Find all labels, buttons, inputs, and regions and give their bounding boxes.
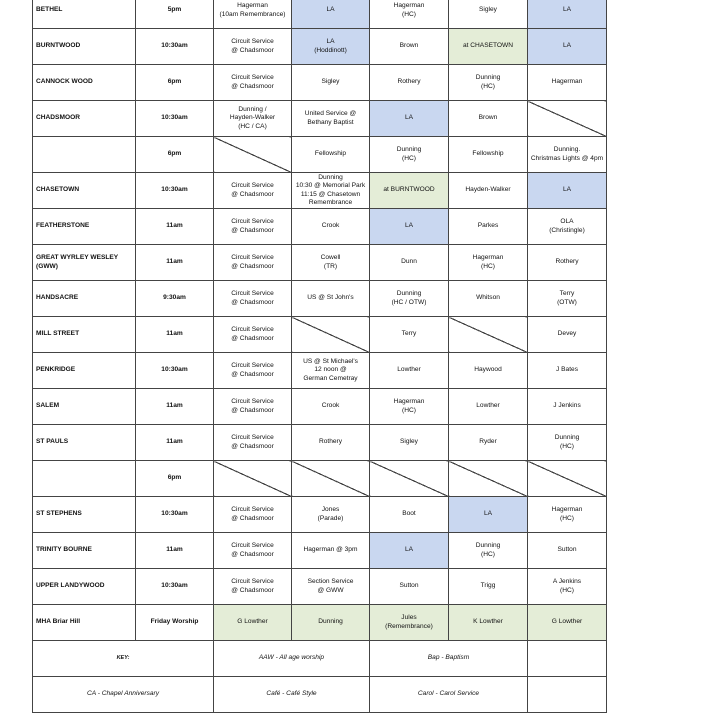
service-cell-text: Rothery	[318, 438, 343, 446]
service-cell-text: J Bates	[556, 366, 578, 374]
service-cell	[292, 281, 370, 317]
service-cell	[528, 425, 607, 461]
service-cell	[449, 173, 528, 209]
church-name	[33, 425, 136, 461]
no-service-cell	[528, 461, 607, 497]
church-name-text: BURNTWOOD	[36, 42, 81, 50]
table-row-st-pauls	[33, 425, 607, 461]
service-cell-text: Circuit Service @ Chadsmoor	[231, 290, 274, 306]
service-cell-text: Lowther	[476, 402, 500, 410]
service-cell	[370, 389, 449, 425]
service-cell	[528, 497, 607, 533]
service-cell-text: US @ St John's	[307, 294, 354, 302]
no-service-cell	[214, 137, 292, 173]
service-time: 11am	[136, 425, 214, 461]
service-cell-text: Rothery	[555, 258, 579, 266]
church-name-text: CANNOCK WOOD	[36, 78, 93, 86]
service-cell	[528, 245, 607, 281]
service-cell	[449, 65, 528, 101]
service-time: 6pm	[136, 65, 214, 101]
service-cell-text: Circuit Service @ Chadsmoor	[231, 218, 274, 234]
service-cell-text: Dunn	[401, 258, 417, 266]
service-cell	[449, 425, 528, 461]
service-cell-text: Dunning (HC)	[475, 542, 501, 558]
service-cell	[370, 497, 449, 533]
church-name	[33, 533, 136, 569]
service-cell	[370, 533, 449, 569]
service-cell	[292, 605, 370, 641]
service-cell	[214, 605, 292, 641]
service-cell-text: Circuit Service @ Chadsmoor	[231, 398, 274, 414]
church-name-text: TRINITY BOURNE	[36, 546, 92, 554]
service-cell-text: Hagerman (HC)	[393, 398, 425, 414]
service-cell	[292, 425, 370, 461]
service-cell	[370, 245, 449, 281]
service-cell	[292, 497, 370, 533]
service-cell	[528, 605, 607, 641]
service-cell	[449, 101, 528, 137]
service-cell	[449, 569, 528, 605]
service-cell	[449, 245, 528, 281]
church-name	[33, 173, 136, 209]
service-cell-text: Sutton	[399, 582, 419, 590]
service-cell	[214, 317, 292, 353]
service-cell-text: Dunning 10:30 @ Memorial Park 11:15 @ Chasetown Remembrance	[295, 174, 366, 206]
service-cell	[214, 0, 292, 29]
service-cell	[370, 65, 449, 101]
service-time: 11am	[136, 209, 214, 245]
service-cell	[214, 209, 292, 245]
service-time: 6pm	[136, 137, 214, 173]
table-row-great-wyrley-wesley	[33, 245, 607, 281]
service-cell-text: G Lowther	[237, 618, 268, 626]
key-row	[33, 641, 607, 677]
service-cell-text: Circuit Service @ Chadsmoor	[231, 542, 274, 558]
service-cell-text: Whitson	[476, 294, 500, 302]
service-cell	[449, 389, 528, 425]
church-name-text: MILL STREET	[36, 330, 80, 338]
service-cell-text: Circuit Service @ Chadsmoor	[231, 254, 274, 270]
service-cell-text: LA	[562, 6, 572, 14]
service-cell-text: Dunning	[318, 618, 343, 626]
church-name	[33, 0, 136, 29]
service-cell-text: Section Service @ GWW	[307, 578, 354, 594]
service-cell	[370, 209, 449, 245]
service-cell-text: LA	[483, 510, 493, 518]
service-cell	[528, 173, 607, 209]
service-cell	[528, 569, 607, 605]
table-row-mill-street	[33, 317, 607, 353]
service-cell-text: LA	[404, 546, 414, 554]
service-cell-text: Trigg	[480, 582, 496, 590]
service-cell-text: Hagerman	[551, 78, 583, 86]
service-cell	[449, 353, 528, 389]
church-name	[33, 389, 136, 425]
table-row-bethel	[33, 0, 607, 29]
church-name	[33, 353, 136, 389]
church-name	[33, 137, 136, 173]
service-cell	[528, 317, 607, 353]
table-row-cannock-wood	[33, 65, 607, 101]
key-item: Café - Café Style	[214, 677, 370, 713]
church-name-text: SALEM	[36, 402, 60, 410]
church-name-text: ST STEPHENS	[36, 510, 82, 518]
service-cell	[292, 173, 370, 209]
service-cell-text: Hagerman (HC)	[472, 254, 504, 270]
service-cell-text: Sutton	[557, 546, 577, 554]
service-cell	[528, 0, 607, 29]
church-name	[33, 281, 136, 317]
service-cell-text: Sigley	[321, 78, 340, 86]
service-cell-text: Circuit Service @ Chadsmoor	[231, 38, 274, 54]
service-cell	[292, 389, 370, 425]
church-name-text: ST PAULS	[36, 438, 69, 446]
service-cell	[370, 569, 449, 605]
service-cell	[449, 533, 528, 569]
service-time: 6pm	[136, 461, 214, 497]
service-cell-text: Hayden-Walker	[465, 186, 511, 194]
service-cell-text: Hagerman @ 3pm	[303, 546, 358, 554]
service-time: 11am	[136, 317, 214, 353]
service-cell	[214, 389, 292, 425]
service-cell	[449, 281, 528, 317]
service-cell-text: Dunning (HC)	[475, 74, 501, 90]
service-cell	[528, 281, 607, 317]
service-cell-text: Terry (OTW)	[557, 290, 577, 306]
service-cell-text: Terry	[401, 330, 417, 338]
service-cell-text: Circuit Service @ Chadsmoor	[231, 578, 274, 594]
service-cell-text: Dunning. Christmas Lights @ 4pm	[530, 146, 604, 162]
service-cell	[292, 209, 370, 245]
service-cell	[528, 209, 607, 245]
service-cell	[214, 101, 292, 137]
church-name	[33, 605, 136, 641]
service-time: 5pm	[136, 0, 214, 29]
service-time: 10:30am	[136, 173, 214, 209]
service-cell	[449, 605, 528, 641]
church-name-text: HANDSACRE	[36, 294, 79, 302]
service-cell	[528, 65, 607, 101]
service-cell-text: Jules (Remembrance)	[385, 614, 433, 630]
service-cell-text: LA (Hoddinott)	[314, 38, 347, 54]
key-item: Carol - Carol Service	[370, 677, 528, 713]
service-cell	[214, 65, 292, 101]
table-row-chasetown	[33, 173, 607, 209]
service-cell-text: Jones (Parade)	[317, 506, 344, 522]
church-name-text: GREAT WYRLEY WESLEY (GWW)	[36, 254, 119, 270]
service-cell-text: LA	[562, 42, 572, 50]
service-time: Friday Worship	[136, 605, 214, 641]
service-cell	[528, 137, 607, 173]
service-cell-text: Crook	[321, 402, 340, 410]
service-cell	[292, 569, 370, 605]
service-cell	[528, 533, 607, 569]
church-name-text: UPPER LANDYWOOD	[36, 582, 105, 590]
service-cell	[292, 353, 370, 389]
service-time: 11am	[136, 245, 214, 281]
key-empty-cell	[528, 677, 607, 713]
plan-body	[33, 0, 607, 641]
no-service-cell	[214, 461, 292, 497]
church-name	[33, 245, 136, 281]
service-cell	[528, 29, 607, 65]
service-cell	[449, 209, 528, 245]
service-cell	[370, 317, 449, 353]
service-cell-text: LA	[326, 6, 335, 14]
service-cell	[370, 605, 449, 641]
no-service-cell	[292, 461, 370, 497]
service-cell	[449, 497, 528, 533]
preaching-plan-table	[32, 0, 607, 713]
table-row-handsacre	[33, 281, 607, 317]
church-name-text: MHA Briar Hill	[36, 618, 81, 626]
service-cell-text: Lowther	[397, 366, 421, 374]
table-row-chadsmoor	[33, 101, 607, 137]
church-name-text: BETHEL	[36, 6, 63, 14]
service-cell-text: Circuit Service @ Chadsmoor	[231, 74, 274, 90]
service-cell-text: G Lowther	[551, 618, 583, 626]
service-cell	[214, 425, 292, 461]
service-cell-text: at CHASETOWN	[462, 42, 514, 50]
service-cell	[292, 0, 370, 29]
service-cell	[214, 353, 292, 389]
service-cell-text: Cowell (TR)	[320, 254, 341, 270]
service-cell	[214, 173, 292, 209]
church-name-text: FEATHERSTONE	[36, 222, 90, 230]
service-cell-text: Hagerman (10am Remembrance)	[219, 2, 286, 18]
service-cell-text: Brown	[399, 42, 419, 50]
service-time: 11am	[136, 533, 214, 569]
key-label: KEY:	[33, 641, 214, 677]
service-cell-text: Fellowship	[314, 150, 347, 158]
key-section	[33, 641, 607, 713]
service-cell	[214, 569, 292, 605]
service-cell	[528, 389, 607, 425]
service-cell	[528, 353, 607, 389]
service-cell-text: Dunning (HC)	[396, 146, 422, 162]
service-cell	[449, 0, 528, 29]
no-service-cell	[370, 461, 449, 497]
key-row	[33, 677, 607, 713]
service-time: 11am	[136, 389, 214, 425]
service-cell-text: Rothery	[397, 78, 421, 86]
key-item: AAW - All age worship	[214, 641, 370, 677]
service-cell	[370, 29, 449, 65]
service-time: 10:30am	[136, 569, 214, 605]
service-cell-text: Fellowship	[472, 150, 504, 158]
service-cell-text: Circuit Service @ Chadsmoor	[231, 434, 274, 450]
service-time: 9:30am	[136, 281, 214, 317]
service-cell	[370, 0, 449, 29]
church-name	[33, 101, 136, 137]
service-cell	[214, 533, 292, 569]
service-cell-text: Dunning (HC)	[554, 434, 580, 450]
church-name	[33, 461, 136, 497]
church-name	[33, 497, 136, 533]
service-cell	[370, 173, 449, 209]
service-cell-text: Hagerman (HC)	[551, 506, 583, 522]
no-service-cell	[292, 317, 370, 353]
service-cell	[292, 137, 370, 173]
service-cell-text: Ryder	[479, 438, 497, 446]
table-row-chadsmoor-evening	[33, 137, 607, 173]
service-cell-text: LA	[404, 222, 414, 230]
church-name	[33, 29, 136, 65]
service-cell	[214, 281, 292, 317]
service-cell	[292, 245, 370, 281]
service-cell-text: Circuit Service @ Chadsmoor	[231, 326, 274, 342]
key-item: CA - Chapel Anniversary	[33, 677, 214, 713]
service-cell-text: Circuit Service @ Chadsmoor	[231, 506, 274, 522]
service-cell-text: Haywood	[474, 366, 502, 374]
service-cell-text: A Jenkins (HC)	[552, 578, 582, 594]
service-cell-text: Circuit Service @ Chadsmoor	[231, 182, 274, 198]
service-cell-text: Sigley	[479, 6, 497, 14]
table-row-upper-landywood	[33, 569, 607, 605]
service-cell	[292, 101, 370, 137]
service-cell	[449, 29, 528, 65]
service-cell	[292, 65, 370, 101]
service-cell	[370, 137, 449, 173]
service-cell-text: Boot	[402, 510, 416, 518]
table-row-mha-briar-hill	[33, 605, 607, 641]
church-name-text: PENKRIDGE	[36, 366, 76, 374]
service-cell	[214, 497, 292, 533]
service-cell	[370, 101, 449, 137]
church-name-text: CHASETOWN	[36, 186, 80, 194]
church-name	[33, 65, 136, 101]
no-service-cell	[449, 461, 528, 497]
service-cell-text: Sigley	[400, 438, 418, 446]
service-cell-text: US @ St Michael's 12 noon @ German Cemetray	[303, 358, 358, 382]
service-cell-text: Crook	[321, 222, 340, 230]
table-row-salem	[33, 389, 607, 425]
church-name	[33, 317, 136, 353]
church-name-text: CHADSMOOR	[36, 114, 80, 122]
table-row-trinity-bourne	[33, 533, 607, 569]
service-cell-text: Devey	[557, 330, 577, 338]
service-cell	[214, 29, 292, 65]
service-cell-text: at BURNTWOOD	[383, 186, 435, 194]
service-cell-text: Circuit Service @ Chadsmoor	[231, 362, 274, 378]
church-name	[33, 209, 136, 245]
service-cell-text: Parkes	[477, 222, 499, 230]
service-cell	[292, 533, 370, 569]
service-cell-text: Brown	[478, 114, 498, 122]
table-row-st-stephens	[33, 497, 607, 533]
service-cell-text: K Lowther	[473, 618, 503, 626]
service-cell	[449, 137, 528, 173]
service-time: 10:30am	[136, 101, 214, 137]
service-time: 10:30am	[136, 29, 214, 65]
service-time: 10:30am	[136, 353, 214, 389]
service-cell	[292, 29, 370, 65]
service-time: 10:30am	[136, 497, 214, 533]
service-cell-text: J Jenkins	[553, 402, 581, 410]
service-cell-text: LA	[562, 186, 572, 194]
no-service-cell	[449, 317, 528, 353]
key-empty-cell	[528, 641, 607, 677]
service-cell	[214, 245, 292, 281]
table-row-st-pauls-evening	[33, 461, 607, 497]
service-cell-text: Dunning (HC / OTW)	[391, 290, 427, 306]
service-cell-text: Dunning / Hayden-Walker (HC / CA)	[229, 106, 276, 130]
key-item: Bap - Baptism	[370, 641, 528, 677]
table-row-burntwood	[33, 29, 607, 65]
church-name	[33, 569, 136, 605]
service-cell	[370, 281, 449, 317]
service-cell-text: United Service @ Bethany Baptist	[304, 110, 357, 126]
service-cell-text: Hagerman (HC)	[393, 2, 425, 18]
table-row-featherstone	[33, 209, 607, 245]
service-cell-text: LA	[404, 114, 414, 122]
service-cell	[370, 425, 449, 461]
table-row-penkridge	[33, 353, 607, 389]
service-cell-text: OLA (Christingle)	[549, 218, 585, 234]
service-cell	[370, 353, 449, 389]
no-service-cell	[528, 101, 607, 137]
